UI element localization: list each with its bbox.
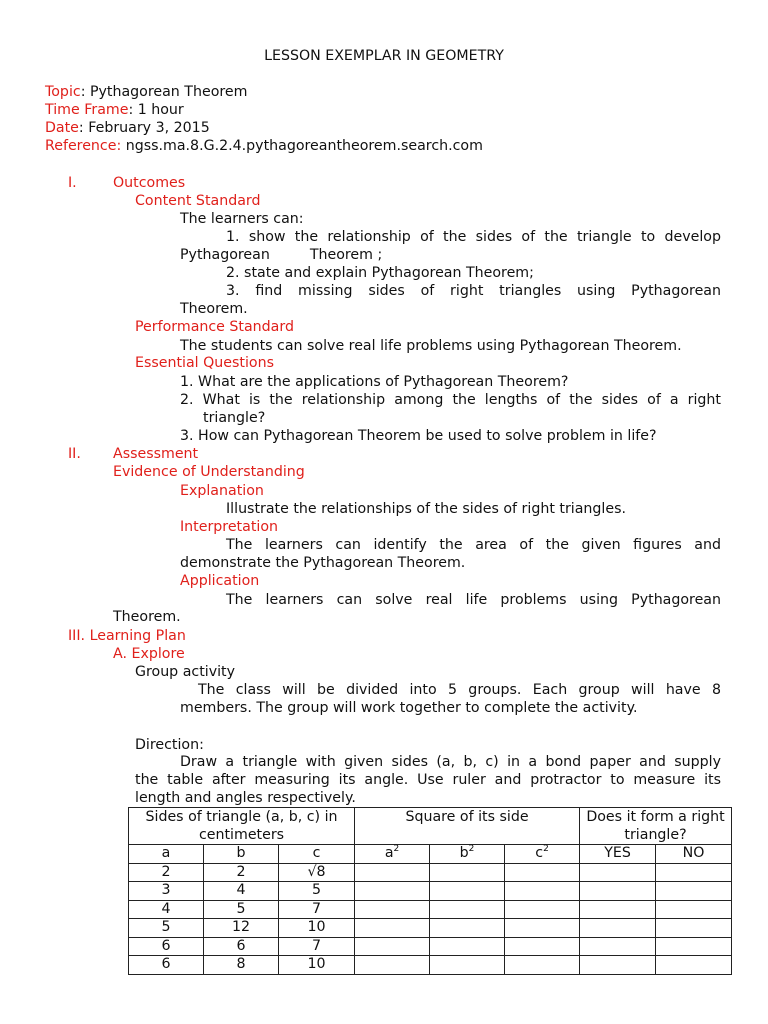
date-line <box>45 119 210 137</box>
application-heading: Application <box>180 573 260 589</box>
b-squared-exponent: 2 <box>468 844 475 854</box>
topic-label: Topic <box>45 84 81 100</box>
direction-text: Draw a triangle with given sides (a, b, c) in a bond paper and supply <box>180 754 721 770</box>
timeframe-line <box>45 101 184 119</box>
table-subheader-row <box>129 845 732 864</box>
col-no-header: NO <box>656 845 732 864</box>
timeframe-value: : 1 hour <box>128 102 184 118</box>
timeframe-label: Time Frame <box>45 102 129 118</box>
outcome-item-3: 3. find missing sides of right triangles using Pythagorean <box>226 283 721 299</box>
learning-plan-heading: III. Learning Plan <box>68 628 186 644</box>
cell-no[interactable] <box>656 937 732 956</box>
outcome-item-1-word: Pythagorean <box>180 247 270 263</box>
reference-value: ngss.ma.8.G.2.4.pythagoreantheorem.search.com <box>121 138 483 154</box>
date-value: : February 3, 2015 <box>78 120 210 136</box>
table-row <box>129 937 732 956</box>
outcome-item-1-theorem: Theorem ; <box>309 247 383 263</box>
a-squared-exponent: 2 <box>393 844 400 854</box>
interpretation-text: The learners can identify the area of the given figures and <box>226 537 721 553</box>
reference-line <box>45 137 483 155</box>
table-row <box>129 919 732 938</box>
explanation-text: Illustrate the relationships of the sides of right triangles. <box>226 501 627 517</box>
date-label: Date <box>45 120 79 136</box>
group-activity-text: The class will be divided into 5 groups. Each group will have 8 <box>198 682 721 698</box>
cell-no[interactable] <box>656 900 732 919</box>
cell-b: 2 <box>204 863 279 882</box>
cell-yes[interactable] <box>580 900 656 919</box>
cell-no[interactable] <box>656 882 732 901</box>
learners-can-text: The learners can: <box>180 211 304 227</box>
interpretation-text-continued: demonstrate the Pythagorean Theorem. <box>180 555 466 571</box>
table-row <box>129 863 732 882</box>
content-standard-heading: Content Standard <box>135 193 261 209</box>
direction-label: Direction: <box>135 737 204 753</box>
cell-c: 10 <box>279 956 355 975</box>
cell-b: 5 <box>204 900 279 919</box>
col-a-squared-header <box>355 845 430 864</box>
cell-c-squared[interactable] <box>505 882 580 901</box>
square-header: Square of its side <box>355 808 580 845</box>
topic-value: : Pythagorean Theorem <box>80 84 248 100</box>
col-b-squared-header <box>430 845 505 864</box>
reference-label: Reference: <box>45 138 122 154</box>
outcomes-heading: Outcomes <box>113 175 186 191</box>
group-activity-label: Group activity <box>135 664 235 680</box>
cell-a: 5 <box>129 919 204 938</box>
essential-question-2-continued: triangle? <box>203 410 266 426</box>
outcomes-numeral: I. <box>68 175 77 191</box>
cell-a-squared[interactable] <box>355 919 430 938</box>
cell-c-squared[interactable] <box>505 919 580 938</box>
cell-c: √8 <box>279 863 355 882</box>
outcome-item-2: 2. state and explain Pythagorean Theorem; <box>226 265 534 281</box>
cell-b-squared[interactable] <box>430 919 505 938</box>
cell-c-squared[interactable] <box>505 863 580 882</box>
col-b-header: b <box>204 845 279 864</box>
document-title: LESSON EXEMPLAR IN GEOMETRY <box>264 48 504 64</box>
direction-text-end: length and angles respectively. <box>135 790 356 806</box>
performance-standard-text: The students can solve real life problems using Pythagorean Theorem. <box>180 338 682 354</box>
application-text-continued: Theorem. <box>113 609 181 625</box>
cell-yes[interactable] <box>580 863 656 882</box>
cell-a-squared[interactable] <box>355 882 430 901</box>
cell-a: 6 <box>129 956 204 975</box>
table-row <box>129 882 732 901</box>
cell-yes[interactable] <box>580 937 656 956</box>
table-header-row <box>129 808 732 845</box>
cell-c: 7 <box>279 900 355 919</box>
right-triangle-header: Does it form a right triangle? <box>580 808 732 845</box>
cell-no[interactable] <box>656 863 732 882</box>
cell-c: 5 <box>279 882 355 901</box>
cell-a: 4 <box>129 900 204 919</box>
cell-b-squared[interactable] <box>430 882 505 901</box>
cell-c-squared[interactable] <box>505 956 580 975</box>
cell-b-squared[interactable] <box>430 900 505 919</box>
cell-b-squared[interactable] <box>430 863 505 882</box>
cell-a: 3 <box>129 882 204 901</box>
b-squared-base: b <box>459 845 469 861</box>
a-squared-base: a <box>384 845 394 861</box>
outcome-item-1-continued <box>180 246 382 264</box>
cell-a: 6 <box>129 937 204 956</box>
c-squared-base: c <box>535 845 544 861</box>
outcome-item-3-continued: Theorem. <box>180 301 248 317</box>
table-row <box>129 900 732 919</box>
cell-c-squared[interactable] <box>505 900 580 919</box>
col-a-header: a <box>129 845 204 864</box>
cell-b: 12 <box>204 919 279 938</box>
outcome-item-1: 1. show the relationship of the sides of the triangle to develop <box>226 229 721 245</box>
interpretation-heading: Interpretation <box>180 519 278 535</box>
cell-b-squared[interactable] <box>430 937 505 956</box>
application-text: The learners can solve real life problems using Pythagorean <box>226 592 721 608</box>
cell-yes[interactable] <box>580 882 656 901</box>
cell-no[interactable] <box>656 919 732 938</box>
direction-text-continued: the table after measuring its angle. Use ruler and protractor to measure its <box>135 772 721 788</box>
essential-question-3: 3. How can Pythagorean Theorem be used to solve problem in life? <box>180 428 657 444</box>
explanation-heading: Explanation <box>180 483 264 499</box>
cell-a-squared[interactable] <box>355 956 430 975</box>
evidence-heading: Evidence of Understanding <box>113 464 305 480</box>
sides-header: Sides of triangle (a, b, c) in centimeters <box>129 808 355 845</box>
triangle-activity-table <box>128 807 732 975</box>
cell-a-squared[interactable] <box>355 863 430 882</box>
cell-a: 2 <box>129 863 204 882</box>
group-activity-text-continued: members. The group will work together to complete the activity. <box>180 700 638 716</box>
cell-yes[interactable] <box>580 919 656 938</box>
essential-questions-heading: Essential Questions <box>135 355 274 371</box>
performance-standard-heading: Performance Standard <box>135 319 294 335</box>
explore-heading: A. Explore <box>113 646 185 662</box>
cell-b-squared[interactable] <box>430 956 505 975</box>
topic-line <box>45 83 247 101</box>
assessment-numeral: II. <box>68 446 81 462</box>
cell-a-squared[interactable] <box>355 900 430 919</box>
assessment-heading: Assessment <box>113 446 199 462</box>
cell-c: 7 <box>279 937 355 956</box>
essential-question-1: 1. What are the applications of Pythagorean Theorem? <box>180 374 569 390</box>
col-c-header: c <box>279 845 355 864</box>
essential-question-2: 2. What is the relationship among the lengths of the sides of a right <box>180 392 721 408</box>
col-yes-header: YES <box>580 845 656 864</box>
cell-c: 10 <box>279 919 355 938</box>
cell-no[interactable] <box>656 956 732 975</box>
col-c-squared-header <box>505 845 580 864</box>
cell-c-squared[interactable] <box>505 937 580 956</box>
cell-b: 4 <box>204 882 279 901</box>
table-row <box>129 956 732 975</box>
cell-b: 8 <box>204 956 279 975</box>
c-squared-exponent: 2 <box>543 844 549 854</box>
cell-a-squared[interactable] <box>355 937 430 956</box>
cell-b: 6 <box>204 937 279 956</box>
cell-yes[interactable] <box>580 956 656 975</box>
